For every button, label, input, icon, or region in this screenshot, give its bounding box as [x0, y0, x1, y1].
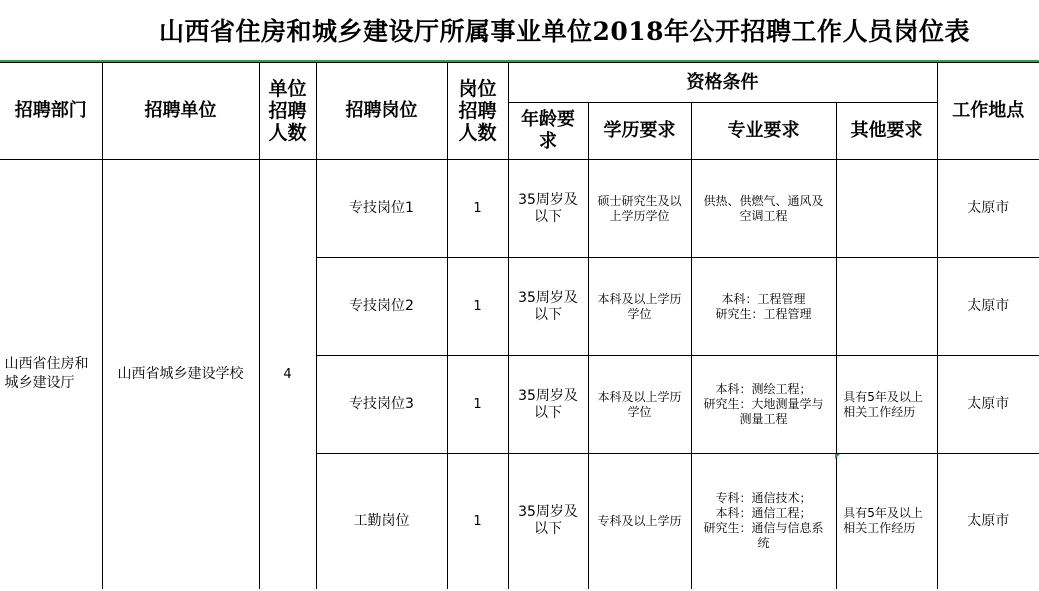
- other-cell: [836, 160, 937, 258]
- education-cell: [588, 356, 691, 454]
- count-cell: 1: [447, 356, 508, 454]
- education-cell: 专科及以上学历: [588, 454, 691, 589]
- header-unit-count-text: 单位招聘人数: [268, 78, 307, 144]
- education-text: 本科及以上学历学位: [597, 291, 682, 321]
- cell-comment-marker: [835, 454, 840, 459]
- education-cell: [588, 258, 691, 356]
- header-department: 招聘部门: [0, 63, 102, 160]
- age-cell: [508, 160, 588, 258]
- age-text: 35周岁及以下: [518, 504, 578, 538]
- position-cell: 专技岗位3: [316, 356, 447, 454]
- header-unit: 招聘单位: [102, 63, 259, 160]
- education-text: 本科及以上学历学位: [597, 389, 682, 419]
- header-education: 学历要求: [588, 103, 691, 160]
- position-cell: 工勤岗位: [316, 454, 447, 589]
- major-cell: [691, 356, 836, 454]
- department-text: 山西省住房和城乡建设厅: [4, 356, 89, 392]
- header-position: 招聘岗位: [316, 63, 447, 160]
- age-text: 35周岁及以下: [518, 387, 578, 421]
- header-other: 其他要求: [836, 103, 937, 160]
- age-text: 35周岁及以下: [518, 289, 578, 323]
- table-row: [0, 160, 1039, 258]
- other-cell: [836, 356, 937, 454]
- header-qualifications: 资格条件: [508, 63, 937, 103]
- location-cell: 太原市: [937, 356, 1039, 454]
- position-cell: 专技岗位1: [316, 160, 447, 258]
- header-position-count-text: 岗位招聘人数: [458, 78, 497, 144]
- header-age-text: 年龄要求: [521, 109, 575, 152]
- count-cell: 1: [447, 454, 508, 589]
- education-text: 硕士研究生及以上学历学位: [597, 193, 682, 223]
- major-text: 本科：测绘工程； 研究生：大地测量学与测量工程: [703, 382, 824, 426]
- positions-table: [0, 62, 1039, 589]
- age-cell: [508, 454, 588, 589]
- header-position-count: [447, 63, 508, 160]
- count-cell: 1: [447, 258, 508, 356]
- department-cell: [0, 160, 102, 589]
- major-cell: [691, 258, 836, 356]
- location-cell: 太原市: [937, 160, 1039, 258]
- age-cell: [508, 258, 588, 356]
- position-cell: 专技岗位2: [316, 258, 447, 356]
- other-text: 具有5年及以上相关工作经历: [843, 506, 923, 536]
- major-text: 供热、供燃气、通风及空调工程: [703, 193, 824, 223]
- page-title: 山西省住房和城乡建设厅所属事业单位2018年公开招聘工作人员岗位表: [158, 17, 971, 46]
- major-text: 本科：工程管理 研究生：工程管理: [715, 291, 812, 321]
- other-cell: [836, 454, 937, 589]
- header-major: 专业要求: [691, 103, 836, 160]
- education-cell: [588, 160, 691, 258]
- count-cell: 1: [447, 160, 508, 258]
- age-text: 35周岁及以下: [518, 191, 578, 225]
- header-age: [508, 103, 588, 160]
- header-unit-count: [259, 63, 316, 160]
- major-text: 专科：通信技术； 本科：通信工程； 研究生：通信与信息系统: [703, 491, 824, 551]
- other-text: 具有5年及以上相关工作经历: [843, 389, 923, 419]
- other-cell: [836, 258, 937, 356]
- header-location: 工作地点: [937, 63, 1039, 160]
- major-cell: [691, 454, 836, 589]
- age-cell: [508, 356, 588, 454]
- location-cell: 太原市: [937, 258, 1039, 356]
- unit-cell: 山西省城乡建设学校: [102, 160, 259, 589]
- location-cell: 太原市: [937, 454, 1039, 589]
- major-cell: [691, 160, 836, 258]
- unit-count-cell: 4: [259, 160, 316, 589]
